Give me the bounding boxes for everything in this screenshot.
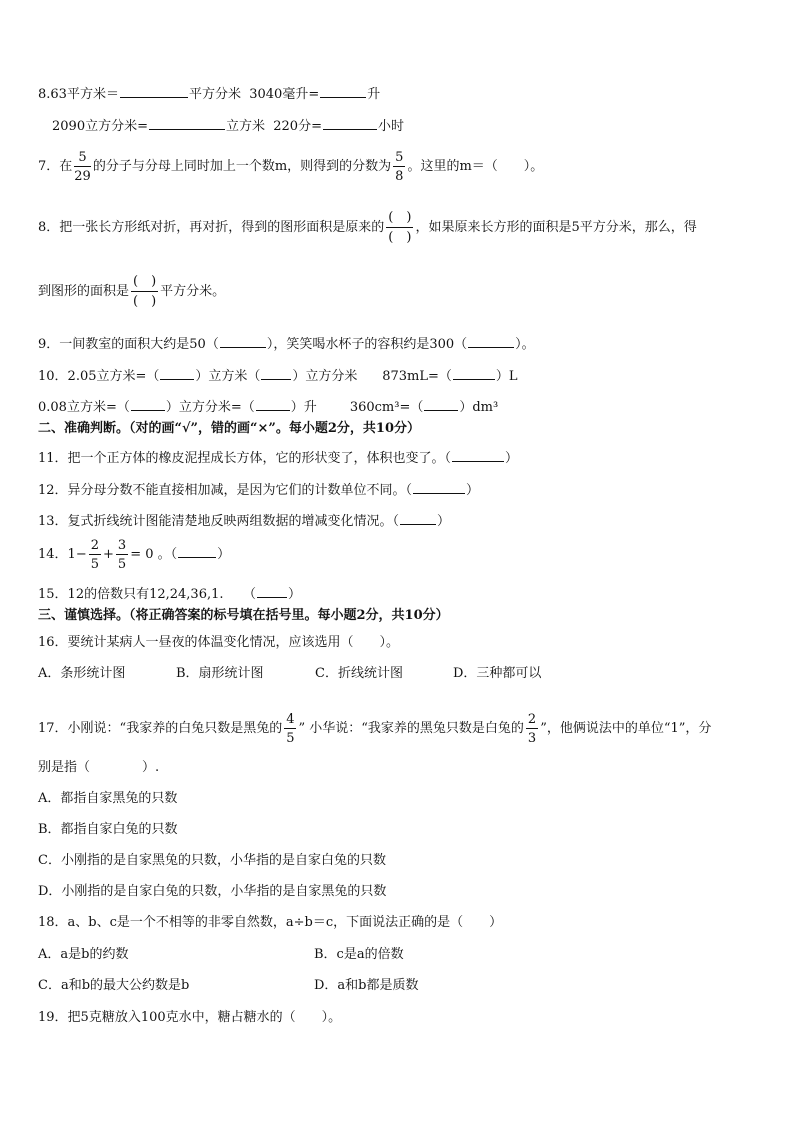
blank-fraction[interactable] (131, 272, 158, 311)
question-17-line-2: 别是指（ ）. (38, 760, 160, 775)
answer-blank[interactable] (257, 584, 287, 598)
text: 2090立方分米= (52, 119, 148, 134)
text: 873mL=（ (382, 369, 452, 384)
text: 8．把一张长方形纸对折，再对折，得到的图形面积是原来的 (38, 220, 385, 235)
text: 17．小刚说：“我家养的白兔只数是黑兔的 (38, 721, 283, 736)
fraction-3-5 (116, 538, 128, 571)
text: ，如果原来长方形的面积是5平方分米，那么，得 (415, 220, 697, 235)
denominator: 3 (527, 731, 537, 746)
text: ） (288, 587, 302, 602)
question-17 (38, 712, 764, 745)
question-10-line-1 (38, 366, 764, 383)
text: = 0 。（ (130, 547, 178, 562)
text: 15．12的倍数只有12,24,36,1. （ (38, 587, 257, 602)
answer-blank[interactable] (323, 116, 377, 130)
denominator: ( ) (133, 294, 157, 309)
option-b[interactable]: B．扇形统计图 (176, 666, 264, 681)
numerator: 3 (117, 538, 127, 553)
question-12 (38, 480, 764, 497)
question-8 (38, 208, 764, 247)
answer-blank[interactable] (220, 334, 266, 348)
question-16-options (38, 667, 764, 680)
question-18: 18．a、b、c是一个不相等的非零自然数，a÷b＝c，下面说法正确的是（ ） (38, 915, 503, 930)
text: 到图形的面积是 (38, 284, 130, 299)
question-11 (38, 448, 764, 465)
option-b[interactable]: B．c是a的倍数 (314, 947, 404, 962)
text: 立方米 (225, 119, 265, 134)
section-2-heading: 二、准确判断。（对的画“√”，错的画“×”。每小题2分，共10分） (38, 421, 420, 436)
question-19: 19．把5克糖放入100克水中，糖占糖水的（ ）。 (38, 1010, 342, 1025)
numerator: ( ) (386, 208, 413, 228)
option-d[interactable]: D．三种都可以 (453, 666, 542, 681)
text: 1− (67, 547, 87, 562)
text: ） (217, 547, 231, 562)
fraction-2-5 (89, 538, 101, 571)
fraction-5-29 (74, 150, 91, 183)
text: 13．复式折线统计图能清楚地反映两组数据的增减变化情况。（ (38, 514, 400, 529)
text: ”，他俩说法中的单位“1”，分 (540, 721, 712, 736)
text: 9．一间教室的面积大约是50（ (38, 337, 219, 352)
answer-blank[interactable] (149, 116, 225, 130)
conversion-line-1 (38, 84, 764, 101)
answer-blank[interactable] (468, 334, 514, 348)
numerator: 5 (74, 150, 91, 167)
denominator: 5 (117, 557, 127, 572)
text: ）L (495, 369, 518, 384)
text: 。这里的m＝（ ）。 (407, 159, 544, 174)
text: 0.08立方米=（ (38, 400, 130, 415)
numerator: 2 (90, 538, 99, 553)
text: ）升 (290, 400, 317, 415)
question-8-line-2 (38, 272, 764, 311)
text: ） (505, 451, 519, 466)
denominator: 29 (74, 169, 91, 184)
text: ）立方分米=（ (165, 400, 255, 415)
text: ）。 (515, 337, 535, 352)
text: 14． (38, 547, 68, 562)
text: 12．异分母分数不能直接相加减，是因为它们的计数单位不同。（ (38, 483, 413, 498)
denominator: ( ) (388, 230, 412, 245)
text: 小时 (377, 119, 404, 134)
option-c[interactable]: C．a和b的最大公约数是b (38, 978, 190, 993)
option-c[interactable]: C．小刚指的是自家黑兔的只数，小华指的是自家白兔的只数 (38, 853, 386, 868)
answer-blank[interactable] (178, 544, 216, 558)
question-13 (38, 511, 764, 528)
answer-blank[interactable] (131, 397, 165, 411)
text: 升 (367, 87, 381, 102)
section-3-heading: 三、谨慎选择。（将正确答案的标号填在括号里。每小题2分，共10分） (38, 608, 449, 623)
denominator: 5 (90, 557, 99, 572)
text: 平方分米 (188, 87, 241, 102)
question-16: 16．要统计某病人一昼夜的体温变化情况，应该选用（ ）。 (38, 635, 400, 650)
numerator: 5 (395, 150, 404, 165)
text: 3040毫升= (249, 87, 320, 102)
question-14 (38, 538, 764, 571)
text: ） (437, 514, 451, 529)
option-a[interactable]: A．a是b的约数 (38, 947, 129, 962)
text: 的分子与分母上同时加上一个数m，则得到的分数为 (92, 159, 392, 174)
answer-blank[interactable] (424, 397, 458, 411)
fraction-2-3 (526, 712, 538, 745)
question-9 (38, 334, 764, 351)
text: ）立方分米 (292, 369, 358, 384)
question-10-line-2 (38, 397, 764, 414)
answer-blank[interactable] (160, 366, 194, 380)
answer-blank[interactable] (452, 448, 504, 462)
text: 360cm³=（ (349, 400, 424, 415)
fraction-5-8 (393, 150, 405, 183)
answer-blank[interactable] (400, 511, 436, 525)
answer-blank[interactable] (261, 366, 291, 380)
option-c[interactable]: C．折线统计图 (315, 666, 403, 681)
numerator: ( ) (131, 272, 158, 292)
text: 10．2.05立方米=（ (38, 369, 160, 384)
option-a[interactable]: A．条形统计图 (38, 666, 126, 681)
numerator: 2 (527, 712, 537, 727)
question-7 (38, 150, 764, 183)
blank-fraction[interactable] (386, 208, 413, 247)
option-a[interactable]: A．都指自家黑兔的只数 (38, 791, 178, 806)
fraction-4-5 (284, 712, 296, 745)
denominator: 5 (286, 731, 295, 746)
answer-blank[interactable] (453, 366, 495, 380)
text: 220分= (273, 119, 322, 134)
text: 8.63平方米＝ (38, 87, 119, 102)
question-18-options-2 (38, 979, 764, 992)
question-18-options-1 (38, 948, 764, 961)
answer-blank[interactable] (320, 84, 366, 98)
denominator: 8 (395, 169, 404, 184)
question-15 (38, 584, 764, 601)
answer-blank[interactable] (120, 84, 188, 98)
answer-blank[interactable] (256, 397, 290, 411)
text: 11．把一个正方体的橡皮泥捏成长方体，它的形状变了，体积也变了。（ (38, 451, 452, 466)
text: ），笑笑喝水杯子的容积约是300（ (266, 337, 468, 352)
text: 平方分米。 (160, 284, 226, 299)
option-b[interactable]: B．都指自家白兔的只数 (38, 822, 178, 837)
numerator: 4 (286, 712, 295, 727)
conversion-line-2 (52, 116, 764, 133)
text: ）dm³ (459, 400, 499, 415)
answer-blank[interactable] (413, 480, 465, 494)
option-d[interactable]: D．a和b都是质数 (314, 978, 419, 993)
option-d[interactable]: D．小刚指的是自家白兔的只数，小华指的是自家黑兔的只数 (38, 884, 387, 899)
text: 7．在 (38, 159, 73, 174)
text: ） (466, 483, 480, 498)
text: ” 小华说：“我家养的黑兔只数是白兔的 (298, 721, 524, 736)
text: ）立方米（ (195, 369, 261, 384)
text: + (103, 547, 114, 562)
